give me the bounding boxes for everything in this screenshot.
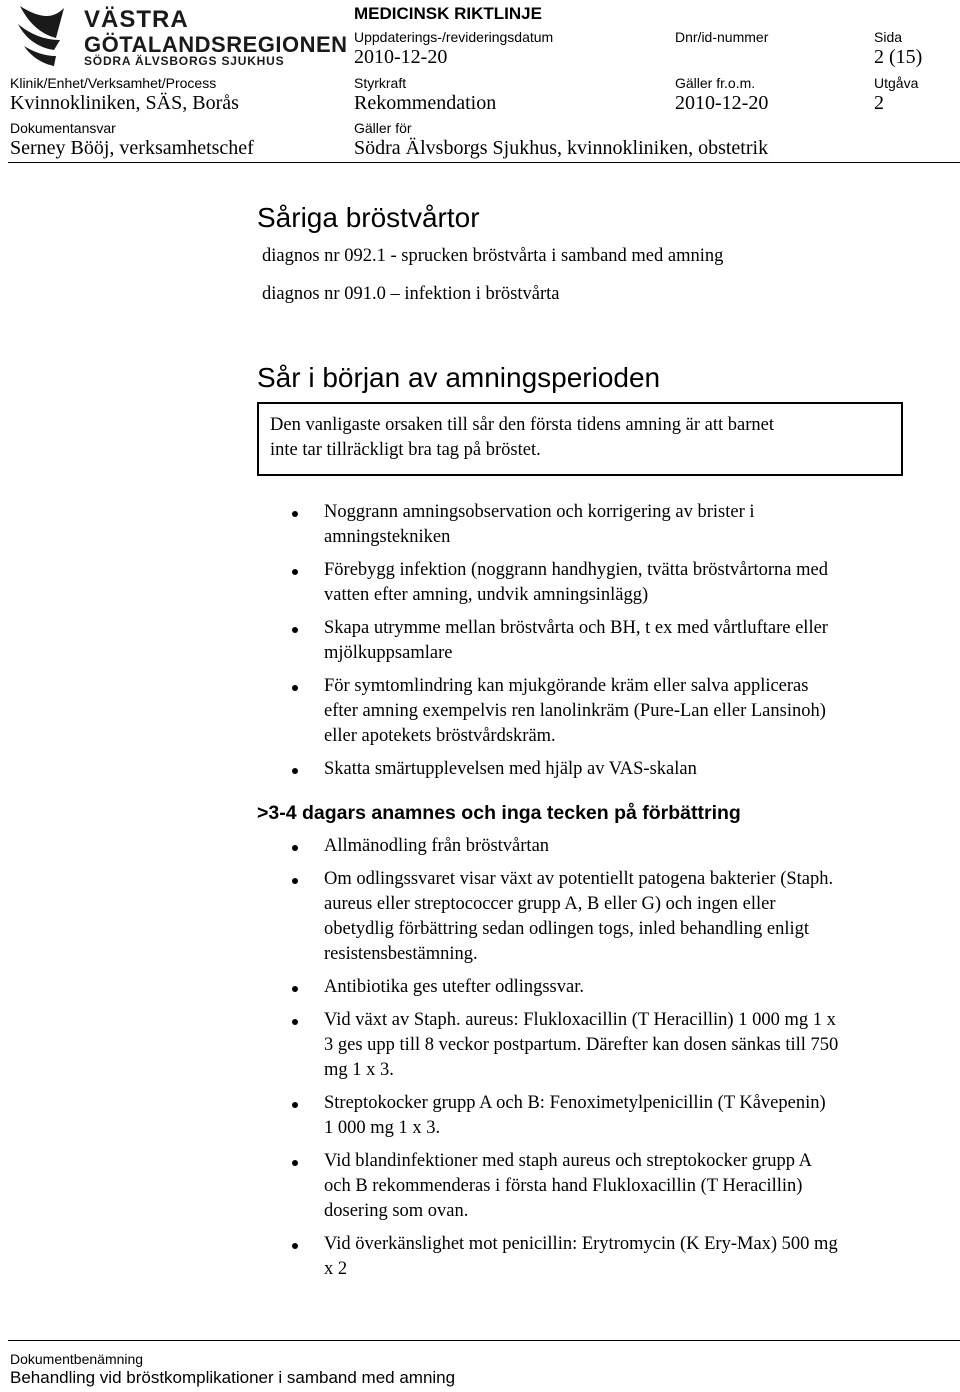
- bullet-text-line: Vid växt av Staph. aureus: Flukloxacillin (T Heracillin) 1 000 mg 1 x: [324, 1010, 836, 1030]
- bullet-icon: [292, 685, 298, 691]
- bullet-icon: [292, 845, 298, 851]
- diagnosis-line: diagnos nr 091.0 – infektion i bröstvårta: [262, 284, 560, 304]
- bullet-icon: [292, 627, 298, 633]
- bullet-item: [0, 867, 924, 967]
- dnr-label: Dnr/id-nummer: [675, 29, 769, 45]
- bullet-icon: [292, 1019, 298, 1025]
- bullet-item: [0, 1091, 924, 1141]
- bullet-icon: [292, 1243, 298, 1249]
- info-box: [257, 402, 903, 476]
- edition-value: 2: [874, 92, 884, 114]
- bullet-icon: [292, 1160, 298, 1166]
- edition-label: Utgåva: [874, 75, 919, 91]
- bullet-text-line: mjölkuppsamlare: [324, 643, 453, 663]
- bullet-text-line: aureus eller streptococcer grupp A, B eller G) och ingen eller: [324, 894, 776, 914]
- bullet-text-line: Skatta smärtupplevelsen med hjälp av VAS-skalan: [324, 759, 697, 779]
- bullet-text-line: Förebygg infektion (noggrann handhygien, tvätta bröstvårtorna med: [324, 560, 828, 580]
- page-title: Såriga bröstvårtor: [257, 202, 480, 233]
- responsible-value: Serney Bööj, verksamhetschef: [10, 137, 254, 159]
- applies-to-label: Gäller för: [354, 120, 412, 136]
- logo-line-1: VÄSTRA: [84, 6, 189, 33]
- bullet-text-line: 1 000 mg 1 x 3.: [324, 1118, 441, 1138]
- bullet-text-line: vatten efter amning, undvik amningsinlägg): [324, 585, 649, 605]
- bullet-text-line: eller apotekets bröstvårdskräm.: [324, 726, 556, 746]
- bullet-icon: [292, 569, 298, 575]
- bullet-text-line: För symtomlindring kan mjukgörande kräm eller salva appliceras: [324, 676, 809, 696]
- document-type: MEDICINSK RIKTLINJE: [354, 4, 542, 23]
- update-date-value: 2010-12-20: [354, 46, 448, 68]
- bullet-icon: [292, 986, 298, 992]
- strength-value: Rekommendation: [354, 92, 497, 114]
- bullet-text-line: resistensbestämning.: [324, 944, 478, 964]
- document-name-label: Dokumentbenämning: [10, 1351, 144, 1367]
- bullet-item: [0, 1149, 924, 1224]
- bullet-item: [0, 757, 924, 782]
- section-title: Sår i början av amningsperioden: [257, 362, 661, 393]
- page-value: 2 (15): [874, 46, 923, 68]
- footer-divider: [8, 1340, 960, 1341]
- bullet-text-line: efter amning exempelvis ren lanolinkräm (Pure-Lan eller Lansinoh): [324, 701, 826, 721]
- clinic-label: Klinik/Enhet/Verksamhet/Process: [10, 75, 217, 91]
- bullet-text-line: Om odlingssvaret visar växt av potentiellt patogena bakterier (Staph.: [324, 869, 834, 889]
- responsible-label: Dokumentansvar: [10, 120, 116, 136]
- bullet-text-line: och B rekommenderas i första hand Flukloxacillin (T Heracillin): [324, 1176, 803, 1196]
- update-date-label: Uppdaterings-/revideringsdatum: [354, 29, 554, 45]
- bullet-text-line: mg 1 x 3.: [324, 1060, 394, 1080]
- bullet-text-line: Skapa utrymme mellan bröstvårta och BH, t ex med vårtluftare eller: [324, 618, 828, 638]
- bullet-item: [0, 558, 924, 608]
- diagnosis-line: diagnos nr 092.1 - sprucken bröstvårta i samband med amning: [262, 246, 724, 266]
- strength-label: Styrkraft: [354, 75, 407, 91]
- bullet-text-line: 3 ges upp till 8 veckor postpartum. Därefter kan dosen sänkas till 750: [324, 1035, 839, 1055]
- info-box-line: inte tar tillräckligt bra tag på bröstet.: [270, 440, 541, 460]
- bullet-text-line: amningstekniken: [324, 527, 451, 547]
- bullet-item: [0, 500, 924, 550]
- bullet-list-care: [0, 500, 924, 790]
- info-box-line: Den vanligaste orsaken till sår den första tidens amning är att barnet: [270, 415, 774, 435]
- valid-from-label: Gäller fr.o.m.: [675, 75, 756, 91]
- bullet-item: [0, 616, 924, 666]
- subheading: >3-4 dagars anamnes och inga tecken på förbättring: [257, 802, 741, 824]
- bullet-text-line: x 2: [324, 1259, 348, 1279]
- bullet-item: [0, 975, 924, 1000]
- valid-from-value: 2010-12-20: [675, 92, 769, 114]
- bullet-text-line: Noggrann amningsobservation och korrigering av brister i: [324, 502, 755, 522]
- logo-line-3: SÖDRA ÄLVSBORGS SJUKHUS: [84, 54, 285, 68]
- bullet-text-line: Allmänodling från bröstvårtan: [324, 836, 550, 856]
- bullet-text-line: Vid överkänslighet mot penicillin: Erytromycin (K Ery-Max) 500 mg: [324, 1234, 838, 1254]
- bullet-list-treatment: [0, 834, 924, 1290]
- applies-to-value: Södra Älvsborgs Sjukhus, kvinnokliniken, obstetrik: [354, 137, 769, 159]
- bullet-icon: [292, 878, 298, 884]
- bullet-text-line: obetydlig förbättring sedan odlingen togs, inled behandling enligt: [324, 919, 810, 939]
- bullet-icon: [292, 1102, 298, 1108]
- bullet-icon: [292, 511, 298, 517]
- bullet-item: [0, 1232, 924, 1282]
- bullet-item: [0, 834, 924, 859]
- bullet-icon: [292, 768, 298, 774]
- logo-line-2: GÖTALANDSREGIONEN: [84, 32, 348, 57]
- bullet-text-line: Streptokocker grupp A och B: Fenoximetylpenicillin (T Kåvepenin): [324, 1093, 826, 1113]
- header-divider: [8, 162, 960, 163]
- bullet-item: [0, 674, 924, 749]
- bullet-text-line: Vid blandinfektioner med staph aureus och streptokocker grupp A: [324, 1151, 812, 1171]
- document-name-value: Behandling vid bröstkomplikationer i samband med amning: [10, 1368, 456, 1387]
- bullet-text-line: Antibiotika ges utefter odlingssvar.: [324, 977, 584, 997]
- clinic-value: Kvinnokliniken, SÄS, Borås: [10, 92, 239, 114]
- page-label: Sida: [874, 29, 903, 45]
- bullet-text-line: dosering som ovan.: [324, 1201, 469, 1221]
- bullet-item: [0, 1008, 924, 1083]
- logo-emblem-icon: [14, 4, 70, 70]
